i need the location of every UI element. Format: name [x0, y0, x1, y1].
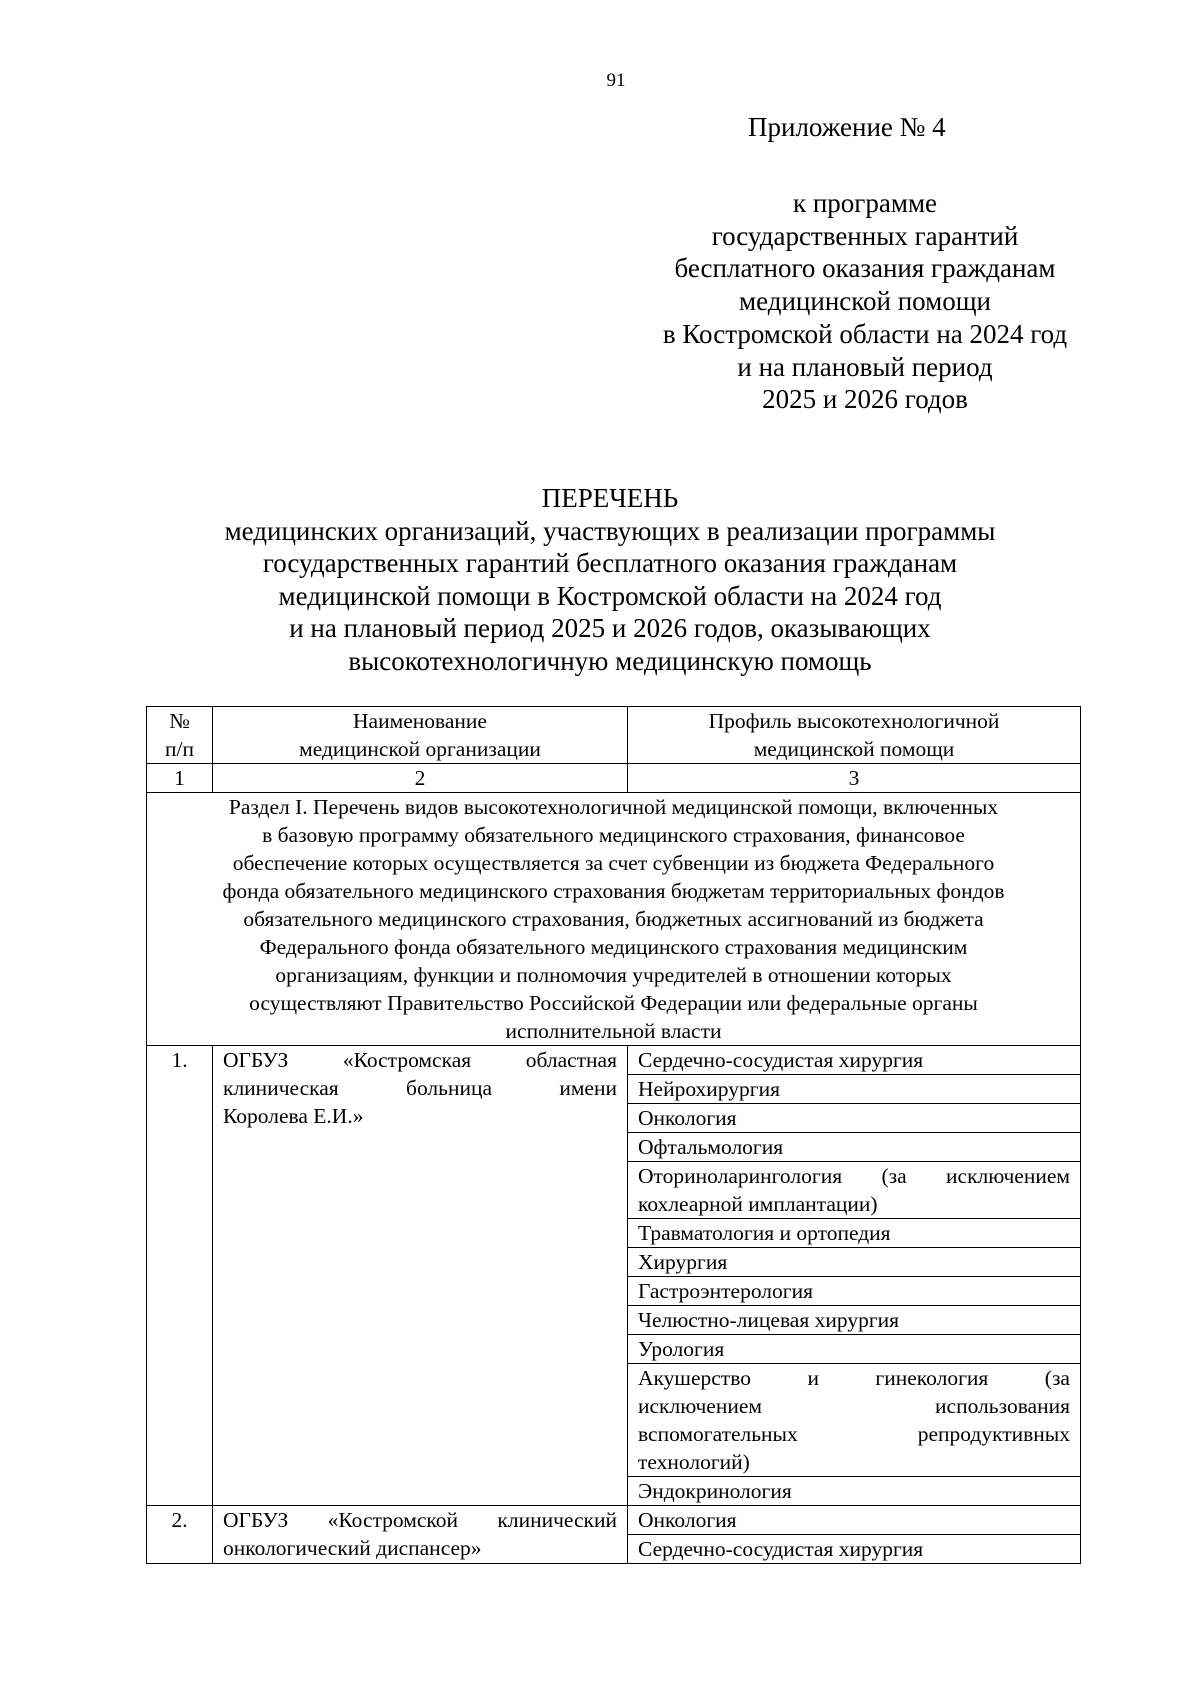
section-line: в базовую программу обязательного медицинского страхования, финансовое	[262, 823, 965, 847]
table-header-row	[147, 707, 1081, 764]
organizations-table	[146, 706, 1081, 1564]
medical-profile-word: Травматология и ортопедия	[638, 1221, 891, 1245]
header-num-line: №	[169, 709, 190, 733]
medical-profile-line	[638, 1046, 1070, 1074]
medical-profile	[628, 1219, 1081, 1248]
medical-profile-word: использования	[935, 1394, 1070, 1418]
medical-profile	[628, 1306, 1081, 1335]
medical-profile-word: Акушерство	[638, 1366, 751, 1390]
medical-profile	[628, 1277, 1081, 1306]
medical-profile-word: Эндокринология	[638, 1479, 792, 1503]
medical-profile-line	[638, 1392, 1070, 1420]
medical-profile	[628, 1477, 1081, 1506]
heading-subtitle-line: медицинских организаций, участвующих в реализации программы	[224, 515, 996, 546]
medical-profile-word: Урология	[638, 1337, 725, 1361]
medical-profile-word: Онкология	[638, 1508, 737, 1532]
medical-profile-word: Нейрохирургия	[638, 1077, 780, 1101]
header-profile	[628, 707, 1081, 764]
section-row	[147, 793, 1081, 1046]
section-line: фонда обязательного медицинского страхования бюджетам территориальных фондов	[222, 879, 1005, 903]
medical-profile-word: исключением	[946, 1164, 1070, 1188]
section-line: Федерального фонда обязательного медицинского страхования медицинским	[259, 935, 968, 959]
medical-profile-word: (за	[881, 1164, 907, 1188]
medical-profile-line	[638, 1477, 1070, 1505]
appendix-reference-line: государственных гарантий	[711, 220, 1019, 251]
header-profile-line: медицинской помощи	[753, 737, 955, 761]
organization-name-word: клинический	[497, 1508, 617, 1532]
appendix-reference-line: бесплатного оказания гражданам	[674, 253, 1056, 284]
organization-name-word: областная	[525, 1048, 617, 1072]
organization-name	[213, 1046, 628, 1506]
heading-subtitle-line: государственных гарантий бесплатного оказания гражданам	[262, 548, 958, 578]
medical-profile-word: репродуктивных	[917, 1422, 1070, 1446]
medical-profile-line	[638, 1190, 1070, 1218]
medical-profile	[628, 1104, 1081, 1133]
medical-profile-word: Оториноларингология	[638, 1164, 843, 1188]
header-org	[213, 707, 628, 764]
medical-profile-line	[638, 1277, 1070, 1305]
row-number: 1.	[147, 1046, 213, 1506]
medical-profile	[628, 1162, 1081, 1219]
organization-name-line	[223, 1102, 617, 1130]
organization-name-line	[223, 1506, 617, 1534]
column-number: 1	[147, 764, 213, 793]
section-line: исполнительной власти	[505, 1019, 722, 1043]
medical-profile-line	[638, 1219, 1070, 1247]
medical-profile-word: Сердечно-сосудистая хирургия	[638, 1048, 924, 1072]
medical-profile-line	[638, 1075, 1070, 1103]
heading-subtitle-line: и на плановый период 2025 и 2026 годов, оказывающих	[289, 613, 931, 643]
organization-name-word: ОГБУЗ	[223, 1508, 289, 1532]
table-body	[147, 707, 1081, 1564]
header-org-line: Наименование	[353, 709, 487, 733]
medical-profile-word: технологий)	[638, 1450, 750, 1474]
organization-name-word: «Костромской	[327, 1508, 459, 1532]
medical-profile	[628, 1506, 1081, 1535]
medical-profile-word: Онкология	[638, 1106, 737, 1130]
medical-profile	[628, 1535, 1081, 1564]
medical-profile	[628, 1364, 1081, 1477]
organization-name	[213, 1506, 628, 1564]
organization-name-word: ОГБУЗ	[223, 1048, 289, 1072]
appendix-reference-line: 2025 и 2026 годов	[762, 384, 968, 415]
medical-profile-line	[638, 1420, 1070, 1448]
medical-profile-line	[638, 1364, 1070, 1392]
section-line: осуществляют Правительство Российской Федерации или федеральные органы	[249, 991, 978, 1015]
heading-subtitle-line: высокотехнологичную медицинскую помощь	[348, 645, 872, 676]
header-org-line: медицинской организации	[299, 737, 541, 761]
section-title	[147, 793, 1081, 1046]
table-row	[147, 1506, 1081, 1535]
medical-profile	[628, 1046, 1081, 1075]
organization-name-line	[223, 1074, 617, 1102]
medical-profile-line	[638, 1133, 1070, 1161]
medical-profile-line	[638, 1104, 1070, 1132]
medical-profile-line	[638, 1448, 1070, 1476]
section-line: обязательного медицинского страхования, бюджетных ассигнований из бюджета	[243, 907, 984, 931]
heading-title: ПЕРЕЧЕНЬ	[541, 483, 679, 513]
medical-profile-word: вспомогательных	[638, 1422, 798, 1446]
medical-profile-word: Сердечно-сосудистая хирургия	[638, 1537, 924, 1561]
section-line: организациям, функции и полномочия учредителей в отношении которых	[275, 963, 952, 987]
header-num	[147, 707, 213, 764]
medical-profile	[628, 1075, 1081, 1104]
medical-profile-word: Хирургия	[638, 1250, 728, 1274]
medical-profile	[628, 1248, 1081, 1277]
medical-profile-word: исключением	[638, 1394, 762, 1418]
medical-profile-word: гинекология	[875, 1366, 989, 1390]
column-number: 3	[628, 764, 1081, 793]
column-number-row	[147, 764, 1081, 793]
organization-name-word: больница	[406, 1076, 492, 1100]
organization-name-word: «Костромская	[342, 1048, 472, 1072]
medical-profile-line	[638, 1535, 1070, 1563]
row-number: 2.	[147, 1506, 213, 1564]
medical-profile	[628, 1133, 1081, 1162]
column-number: 2	[213, 764, 628, 793]
appendix-reference-line: и на плановый период	[737, 351, 993, 382]
heading-subtitle-line: медицинской помощи в Костромской области на 2024 год	[278, 580, 942, 611]
organization-name-word: имени	[559, 1076, 617, 1100]
organization-name-word: онкологический диспансер»	[223, 1536, 482, 1560]
organization-name-word: клиническая	[223, 1076, 339, 1100]
organization-name-word: Королева Е.И.»	[223, 1104, 364, 1128]
appendix-title: Приложение № 4	[748, 112, 946, 142]
appendix-reference-line: медицинской помощи	[739, 286, 991, 317]
medical-profile-word: Челюстно-лицевая хирургия	[638, 1308, 900, 1332]
table-row	[147, 1046, 1081, 1075]
medical-profile-word: кохлеарной имплантации)	[638, 1192, 878, 1216]
header-profile-line: Профиль высокотехнологичной	[708, 709, 1000, 733]
medical-profile-word: (за	[1044, 1366, 1070, 1390]
organization-name-line	[223, 1534, 617, 1562]
medical-profile-line	[638, 1248, 1070, 1276]
section-line: обеспечение которых осуществляется за счет субвенции из бюджета Федерального	[232, 851, 995, 875]
page-number: 91	[606, 70, 626, 91]
medical-profile-line	[638, 1335, 1070, 1363]
appendix-reference-line: к программе	[792, 188, 938, 218]
medical-profile-word: и	[807, 1366, 819, 1390]
header-num-line: п/п	[165, 737, 194, 761]
appendix-reference	[620, 187, 1110, 416]
medical-profile-line	[638, 1162, 1070, 1190]
medical-profile-line	[638, 1506, 1070, 1534]
document-heading	[150, 482, 1070, 677]
section-line: Раздел I. Перечень видов высокотехнологичной медицинской помощи, включенных	[228, 795, 999, 819]
appendix-reference-line: в Костромской области на 2024 год	[662, 318, 1068, 349]
medical-profile-line	[638, 1306, 1070, 1334]
medical-profile	[628, 1335, 1081, 1364]
organization-name-line	[223, 1046, 617, 1074]
medical-profile-word: Гастроэнтерология	[638, 1279, 813, 1303]
medical-profile-word: Офтальмология	[638, 1135, 784, 1159]
